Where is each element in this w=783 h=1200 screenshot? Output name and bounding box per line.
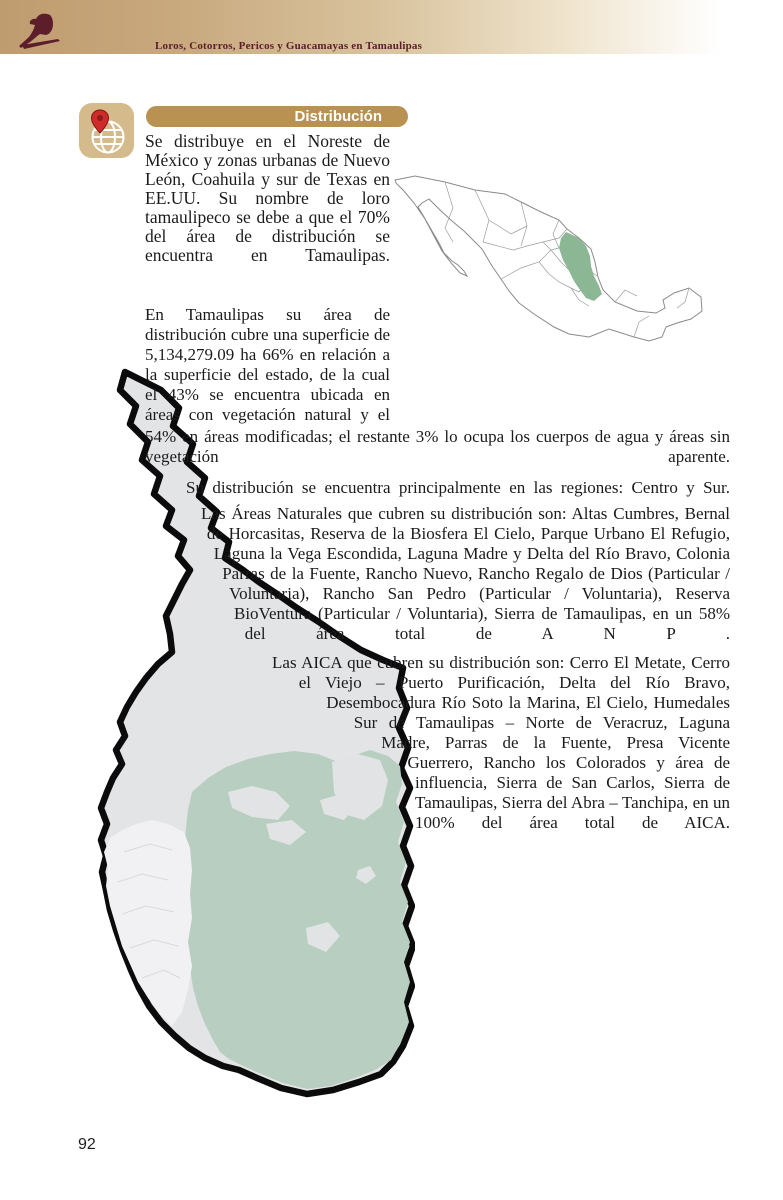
mexico-map-spacer bbox=[390, 305, 730, 427]
paragraph-regiones: Su distribución se encuentra principalmente en las regiones: Centro y Sur. bbox=[186, 478, 730, 497]
page-number: 92 bbox=[78, 1136, 96, 1153]
parrot-silhouette-icon bbox=[16, 12, 64, 57]
paragraph-areas-naturales: Las Áreas Naturales que cubren su distribución son: Altas Cumbres, Bernal de Horcasitas, Reserva de la Biosfera El Cielo, Parque Urbano El Refugio, Laguna la Vega Escondida, Laguna Madre y Delta del Río Bravo, Colonia Parras de la Fuente, Rancho Nuevo, Rancho Regalo de Dios (Particular / Voluntaria), Rancho San Pedro (Particular / Voluntaria), Reserva BioVentura (Particular / Voluntaria), Sierra de Tamaulipas, en un 58% del área total de A N P . bbox=[201, 504, 730, 643]
paragraph-superficie: En Tamaulipas su área de distribución cubre una superficie de 5,134,279.09 ha 66% en relación a la superficie del estado, de la cual el 43% se encuentra ubicada en áreas con vegetación natural y el 54% en áreas modificadas; el restante 3% lo ocupa los cuerpos de agua y áreas sin vegetación aparente. bbox=[145, 305, 730, 466]
header-band bbox=[0, 0, 783, 54]
section-badge: Distribución bbox=[146, 106, 408, 127]
paragraph-aica: Las AICA que cubren su distribución son: Cerro El Metate, Cerro el Viejo – Puerto Purificación, Delta del Río Bravo, Desembocadura Río Soto la Marina, El Cielo, Humedales Sur de Tamaulipas – Norte de Veracruz, Laguna Madre, Parras de la Fuente, Presa Vicente Guerrero, Rancho los Colorados y área de influencia, Sierra de San Carlos, Sierra de Tamaulipas, Sierra del Abra – Tanchipa, en un 100% del área total de AICA. bbox=[272, 653, 730, 832]
body-text-flow bbox=[145, 305, 730, 1187]
header-title: Loros, Cotorros, Pericos y Guacamayas en Tamaulipas bbox=[155, 40, 423, 52]
paragraph-distribucion-general: Se distribuye en el Noreste de México y zonas urbanas de Nuevo León, Coahuila y sur de Texas en EE.UU. Su nombre de loro tamaulipeco se debe a que el 70% del área de distribución se encuentra en Tamaulipas. bbox=[145, 131, 390, 265]
globe-location-icon bbox=[79, 103, 134, 158]
